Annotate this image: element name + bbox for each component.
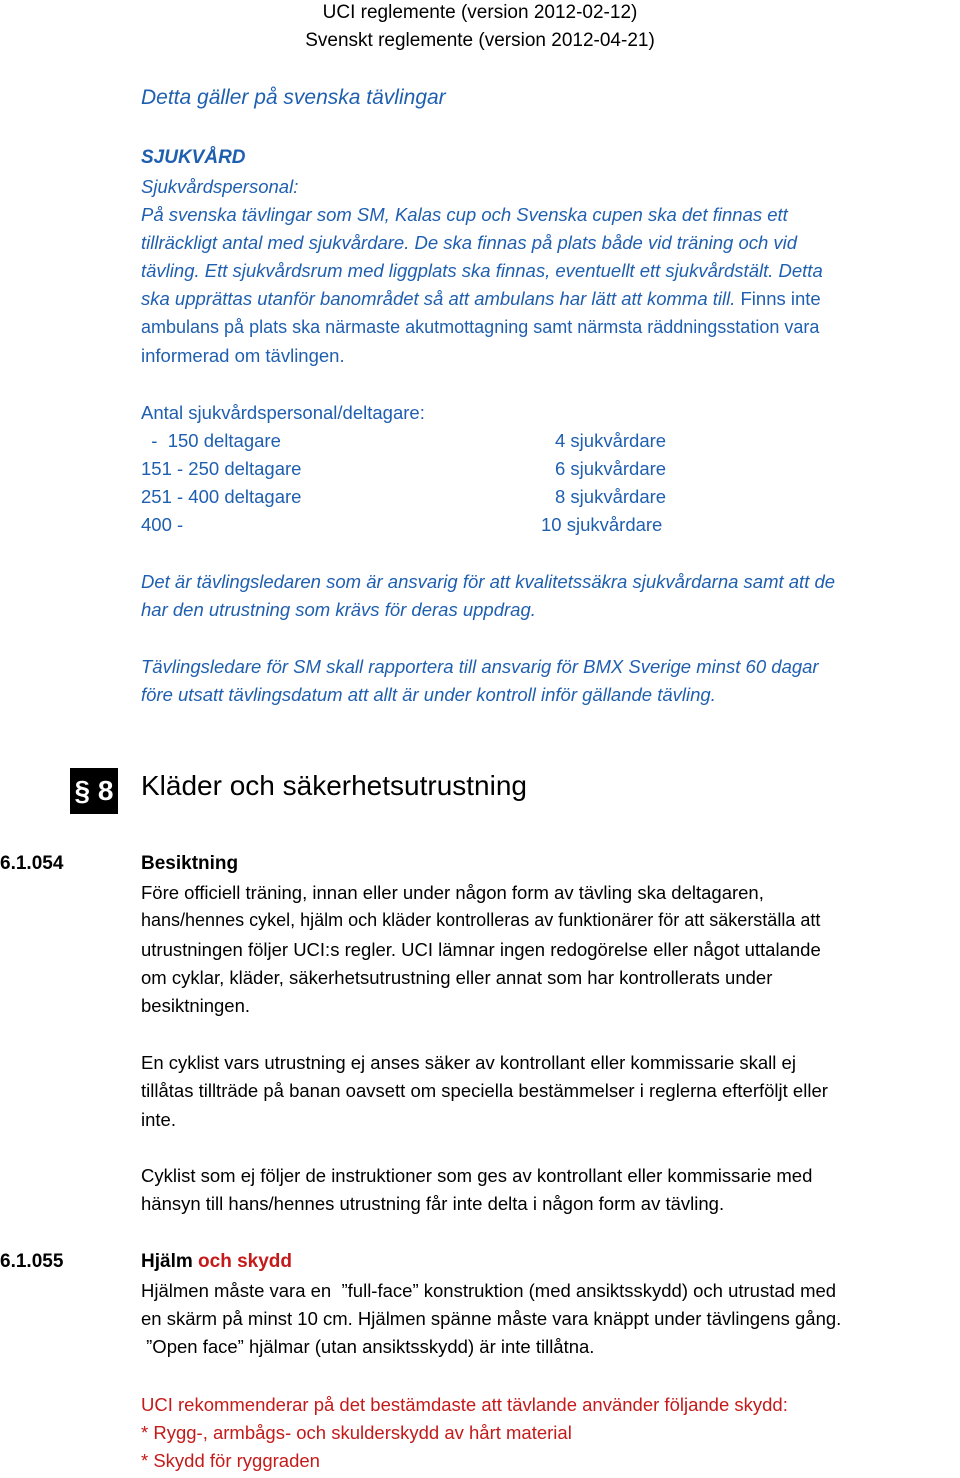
ansvar-line-1: Det är tävlingsledaren som är ansvarig för att kvalitetssäkra sjukvårdarna samt att de	[141, 571, 836, 592]
rule-054-p2-line-3: inte.	[141, 1109, 176, 1130]
antal-count-2: 6 sjukvårdare	[555, 458, 667, 479]
rule-054-p2-line-2: tillåtas tillträde på banan oavsett om speciella bestämmelser i reglerna efterföljt eller	[141, 1080, 828, 1101]
rule-054-p1-line-2: hans/hennes cykel, hjälm och kläder kontrolleras av funktionärer för att säkerställa att	[141, 910, 821, 930]
sjukvard-line-6: informerad om tävlingen.	[141, 345, 345, 366]
sjukvard-line-2: tillräckligt antal med sjukvårdare. De ska finnas på plats både vid träning och vid	[141, 232, 798, 253]
rule-055-title-red: och skydd	[198, 1251, 293, 1272]
section-8-title: Kläder och säkerhetsutrustning	[141, 770, 527, 801]
antal-count-4: 10 sjukvårdare	[541, 514, 663, 535]
antal-range-3: 251 - 400 deltagare	[141, 486, 302, 507]
sjukvard-line-3: tävling. Ett sjukvårdsrum med liggplats ska finnas, eventuellt ett sjukvårdstält. Detta	[141, 260, 823, 281]
sjukvard-subtitle: Sjukvårdspersonal:	[141, 176, 299, 197]
rule-055-title-black: Hjälm	[141, 1251, 193, 1272]
rule-055-red-line-1: UCI rekommenderar på det bestämdaste att tävlande använder följande skydd:	[141, 1394, 788, 1415]
sjukvard-line-4-text: ska upprättas utanför banområdet så att ambulans har lätt att komma till.	[141, 288, 736, 309]
rule-055-p1-line-3: ”Open face” hjälmar (utan ansiktsskydd) är inte tillåtna.	[141, 1336, 595, 1357]
sjukvard-title: SJUKVÅRD	[141, 147, 246, 168]
antal-heading: Antal sjukvårdspersonal/deltagare:	[141, 402, 425, 423]
rapport-line-2: före utsatt tävlingsdatum att allt är under kontroll inför gällande tävling.	[141, 684, 716, 705]
antal-range-4: 400 -	[141, 514, 184, 535]
sjukvard-line-1: På svenska tävlingar som SM, Kalas cup och Svenska cupen ska det finnas ett	[141, 204, 788, 225]
header-line-1: UCI reglemente (version 2012-02-12)	[322, 2, 638, 23]
rule-054-p1-line-5: besiktningen.	[141, 995, 251, 1016]
rapport-line-1: Tävlingsledare för SM skall rapportera till ansvarig för BMX Sverige minst 60 dagar	[141, 656, 819, 677]
rule-055-red-line-2: * Rygg-, armbågs- och skulderskydd av hårt material	[141, 1422, 572, 1443]
antal-range-1	[141, 430, 281, 452]
antal-range-2: 151 - 250 deltagare	[141, 458, 302, 479]
rule-055-p1-line-1: Hjälmen måste vara en ”full-face” konstruktion (med ansiktsskydd) och utrustad med	[141, 1280, 837, 1301]
header-line-2: Svenskt reglemente (version 2012-04-21)	[305, 30, 655, 51]
ansvar-line-2: har den utrustning som krävs för deras uppdrag.	[141, 599, 536, 620]
rule-054-p1-line-1: Före officiell träning, innan eller under någon form av tävling ska deltagaren,	[141, 882, 764, 903]
rule-055-number: 6.1.055	[0, 1251, 64, 1272]
rule-054-p1-line-4: om cyklar, kläder, säkerhetsutrustning eller annat som har kontrollerats under	[141, 967, 773, 988]
rule-054-p3-line-1: Cyklist som ej följer de instruktioner som ges av kontrollant eller kommissarie med	[141, 1165, 813, 1186]
rule-054-p1-line-3: utrustningen följer UCI:s regler. UCI lämnar ingen redogörelse eller något uttalande	[141, 939, 821, 960]
rule-055-p1-line-2: en skärm på minst 10 cm. Hjälmen spänne måste vara knäppt under tävlingens gång.	[141, 1308, 842, 1329]
rule-055-title	[141, 1251, 292, 1273]
sjukvard-line-5: ambulans på plats ska närmaste akutmottagning samt närmsta räddningsstation vara	[141, 317, 820, 337]
rule-054-title: Besiktning	[141, 853, 239, 874]
rule-054-p3-line-2: hänsyn till hans/hennes utrustning får inte delta i någon form av tävling.	[141, 1193, 725, 1214]
antal-range-1-text: - 150 deltagare	[141, 430, 281, 451]
finns-inte: Finns inte	[740, 288, 821, 309]
rule-055-red-line-3: * Skydd för ryggraden	[141, 1450, 320, 1471]
antal-count-3: 8 sjukvårdare	[555, 486, 667, 507]
antal-count-1: 4 sjukvårdare	[555, 430, 667, 451]
rule-054-p2-line-1: En cyklist vars utrustning ej anses säker av kontrollant eller kommissarie skall ej	[141, 1052, 796, 1073]
sjukvard-line-4	[141, 288, 821, 310]
rule-054-number: 6.1.054	[0, 853, 64, 874]
swedish-note: Detta gäller på svenska tävlingar	[141, 86, 446, 109]
section-8-label: § 8	[70, 768, 118, 814]
